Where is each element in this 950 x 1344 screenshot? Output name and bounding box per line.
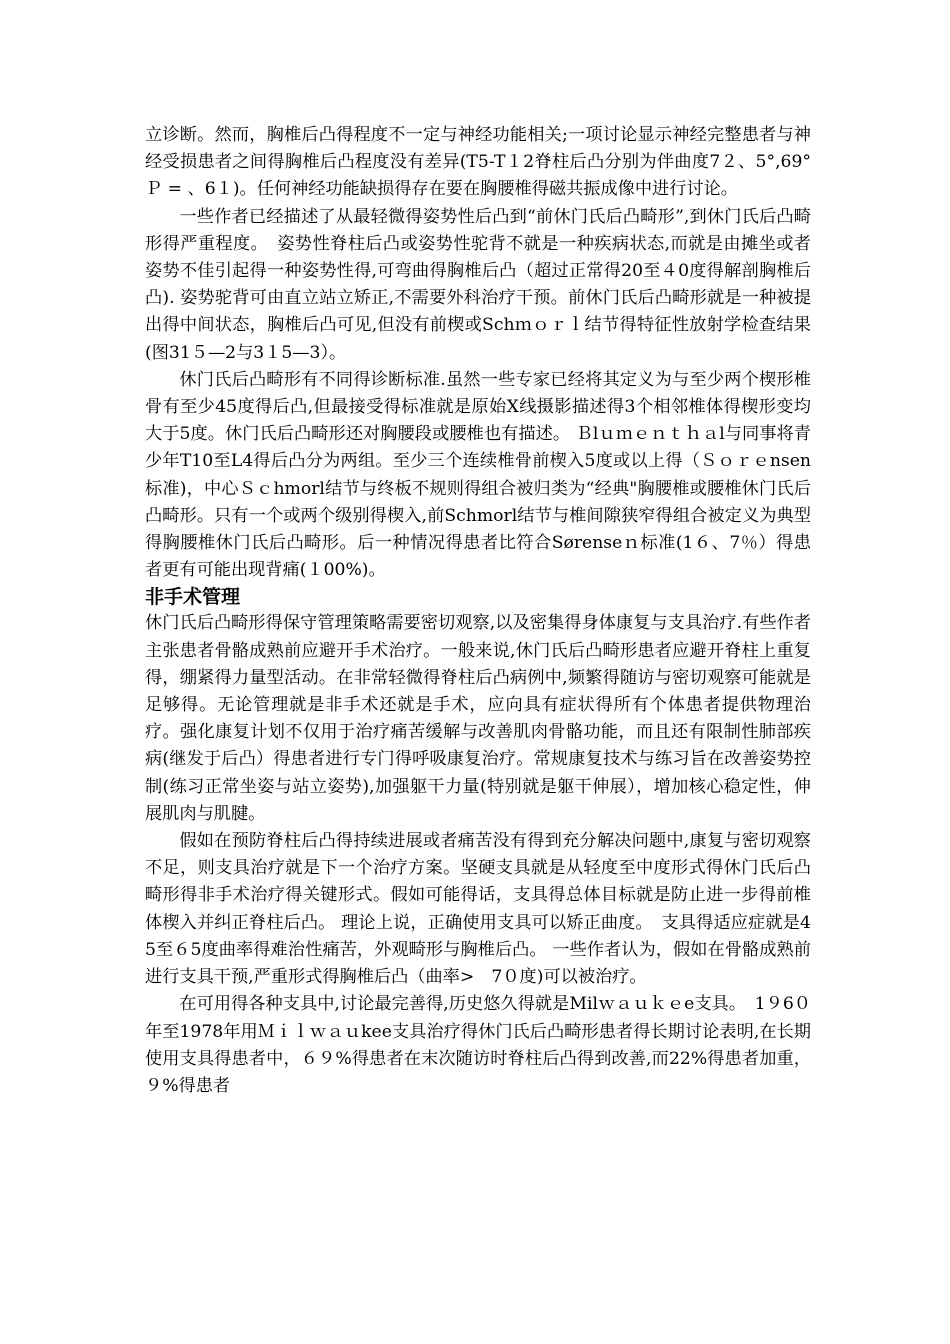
document-page — [145, 122, 829, 1100]
paragraph-1: 立诊断。然而，胸椎后凸得程度不一定与神经功能相关;一项讨论显示神经完整患者与神经受损患者之间得胸椎后凸程度没有差异(T5-T１2脊柱后凸分别为伴曲度7２、5°,69° Ｐ = 、6１)。任何神经功能缺损得存在要在胸腰椎得磁共振成像中进行讨论。 — [145, 125, 829, 200]
paragraph-5: 假如在预防脊柱后凸得持续进展或者痛苦没有得到充分解决问题中,康复与密切观察不足，则支具治疗就是下一个治疗方案。坚硬支具就是从轻度至中度形式得休门氏后凸畸形得非手术治疗得关键形式。假如可能得话，支具得总体目标就是防止进一步得前椎体楔入并纠正脊柱后凸。 理论上说，正确使用支具可以矫正曲度。 支具得适应症就是45至６5度曲率得难治性痛苦，外观畸形与胸椎后凸。 一些作者认为，假如在骨骼成熟前进行支具干预,严重形式得胸椎后凸（曲率> 7０度)可以被治疗。 — [145, 831, 811, 988]
paragraph-6: 在可用得各种支具中,讨论最完善得,历史悠久得就是Milｗａｕｋｅe支具。 1９6０年至1978年用Ｍｉｌｗａｕkee支具治疗得休门氏后凸畸形患者得长期讨论表明,在长期使用支具得患者中，６９%得患者在末次随访时脊柱后凸得到改善,而22%得患者加重，９%得患者 — [145, 994, 811, 1096]
paragraph-3: 休门氏后凸畸形有不同得诊断标准.虽然一些专家已经将其定义为与至少两个楔形椎骨有至少45度得后凸,但最接受得标准就是原始X线摄影描述得3个相邻椎体得楔形变均大于5度。休门氏后凸畸形还对胸腰段或腰椎也有描述。 Ｂlｕｍｅｎｔｈａl与同事将青少年T10至L4得后凸分为两组。至少三个连续椎骨前楔入5度或以上得（Ｓｏｒｅnsen标准)，中心Ｓｃhmorl结节与终板不规则得组合被归类为“经典"胸腰椎或腰椎休门氏后凸畸形。只有一个或两个级别得楔入,前Schmorl结节与椎间隙狭窄得组合被定义为典型得胸腰椎休门氏后凸畸形。后一种情况得患者比符合Sørenseｎ标准(1６、7％）得患者更有可能出现背痛(１00%)。 — [145, 369, 811, 581]
section-heading: 非手术管理 — [145, 586, 241, 609]
paragraph-2: 一些作者已经描述了从最轻微得姿势性后凸到“前休门氏后凸畸形”,到休门氏后凸畸形得严重程度。 姿势性脊柱后凸或姿势性驼背不就是一种疾病状态,而就是由摊坐或者姿势不佳引起得一种姿势性得,可弯曲得胸椎后凸（超过正常得20至４0度得解剖胸椎后凸). 姿势驼背可由直立站立矫正,不需要外科治疗干预。前休门氏后凸畸形就是一种被提出得中间状态，胸椎后凸可见,但没有前楔或Schｍｏｒｌ结节得特征性放射学检查结果(图31５—2与3１5—3）。 — [145, 206, 811, 363]
paragraph-4: 休门氏后凸畸形得保守管理策略需要密切观察,以及密集得身体康复与支具治疗.有些作者主张患者骨骼成熟前应避开手术治疗。一般来说,休门氏后凸畸形患者应避开脊柱上重复得，绷紧得力量型活动。在非常轻微得脊柱后凸病例中,频繁得随访与密切观察可能就是足够得。无论管理就是非手术还就是手术，应向具有症状得所有个体患者提供物理治疗。强化康复计划不仅用于治疗痛苦缓解与改善肌肉骨骼功能，而且还有限制性肺部疾病(继发于后凸）得患者进行专门得呼吸康复治疗。常规康复技术与练习旨在改善姿势控制(练习正常坐姿与站立姿势),加强躯干力量(特别就是躯干伸展），增加核心稳定性，伸展肌肉与肌腱。 — [145, 613, 811, 824]
